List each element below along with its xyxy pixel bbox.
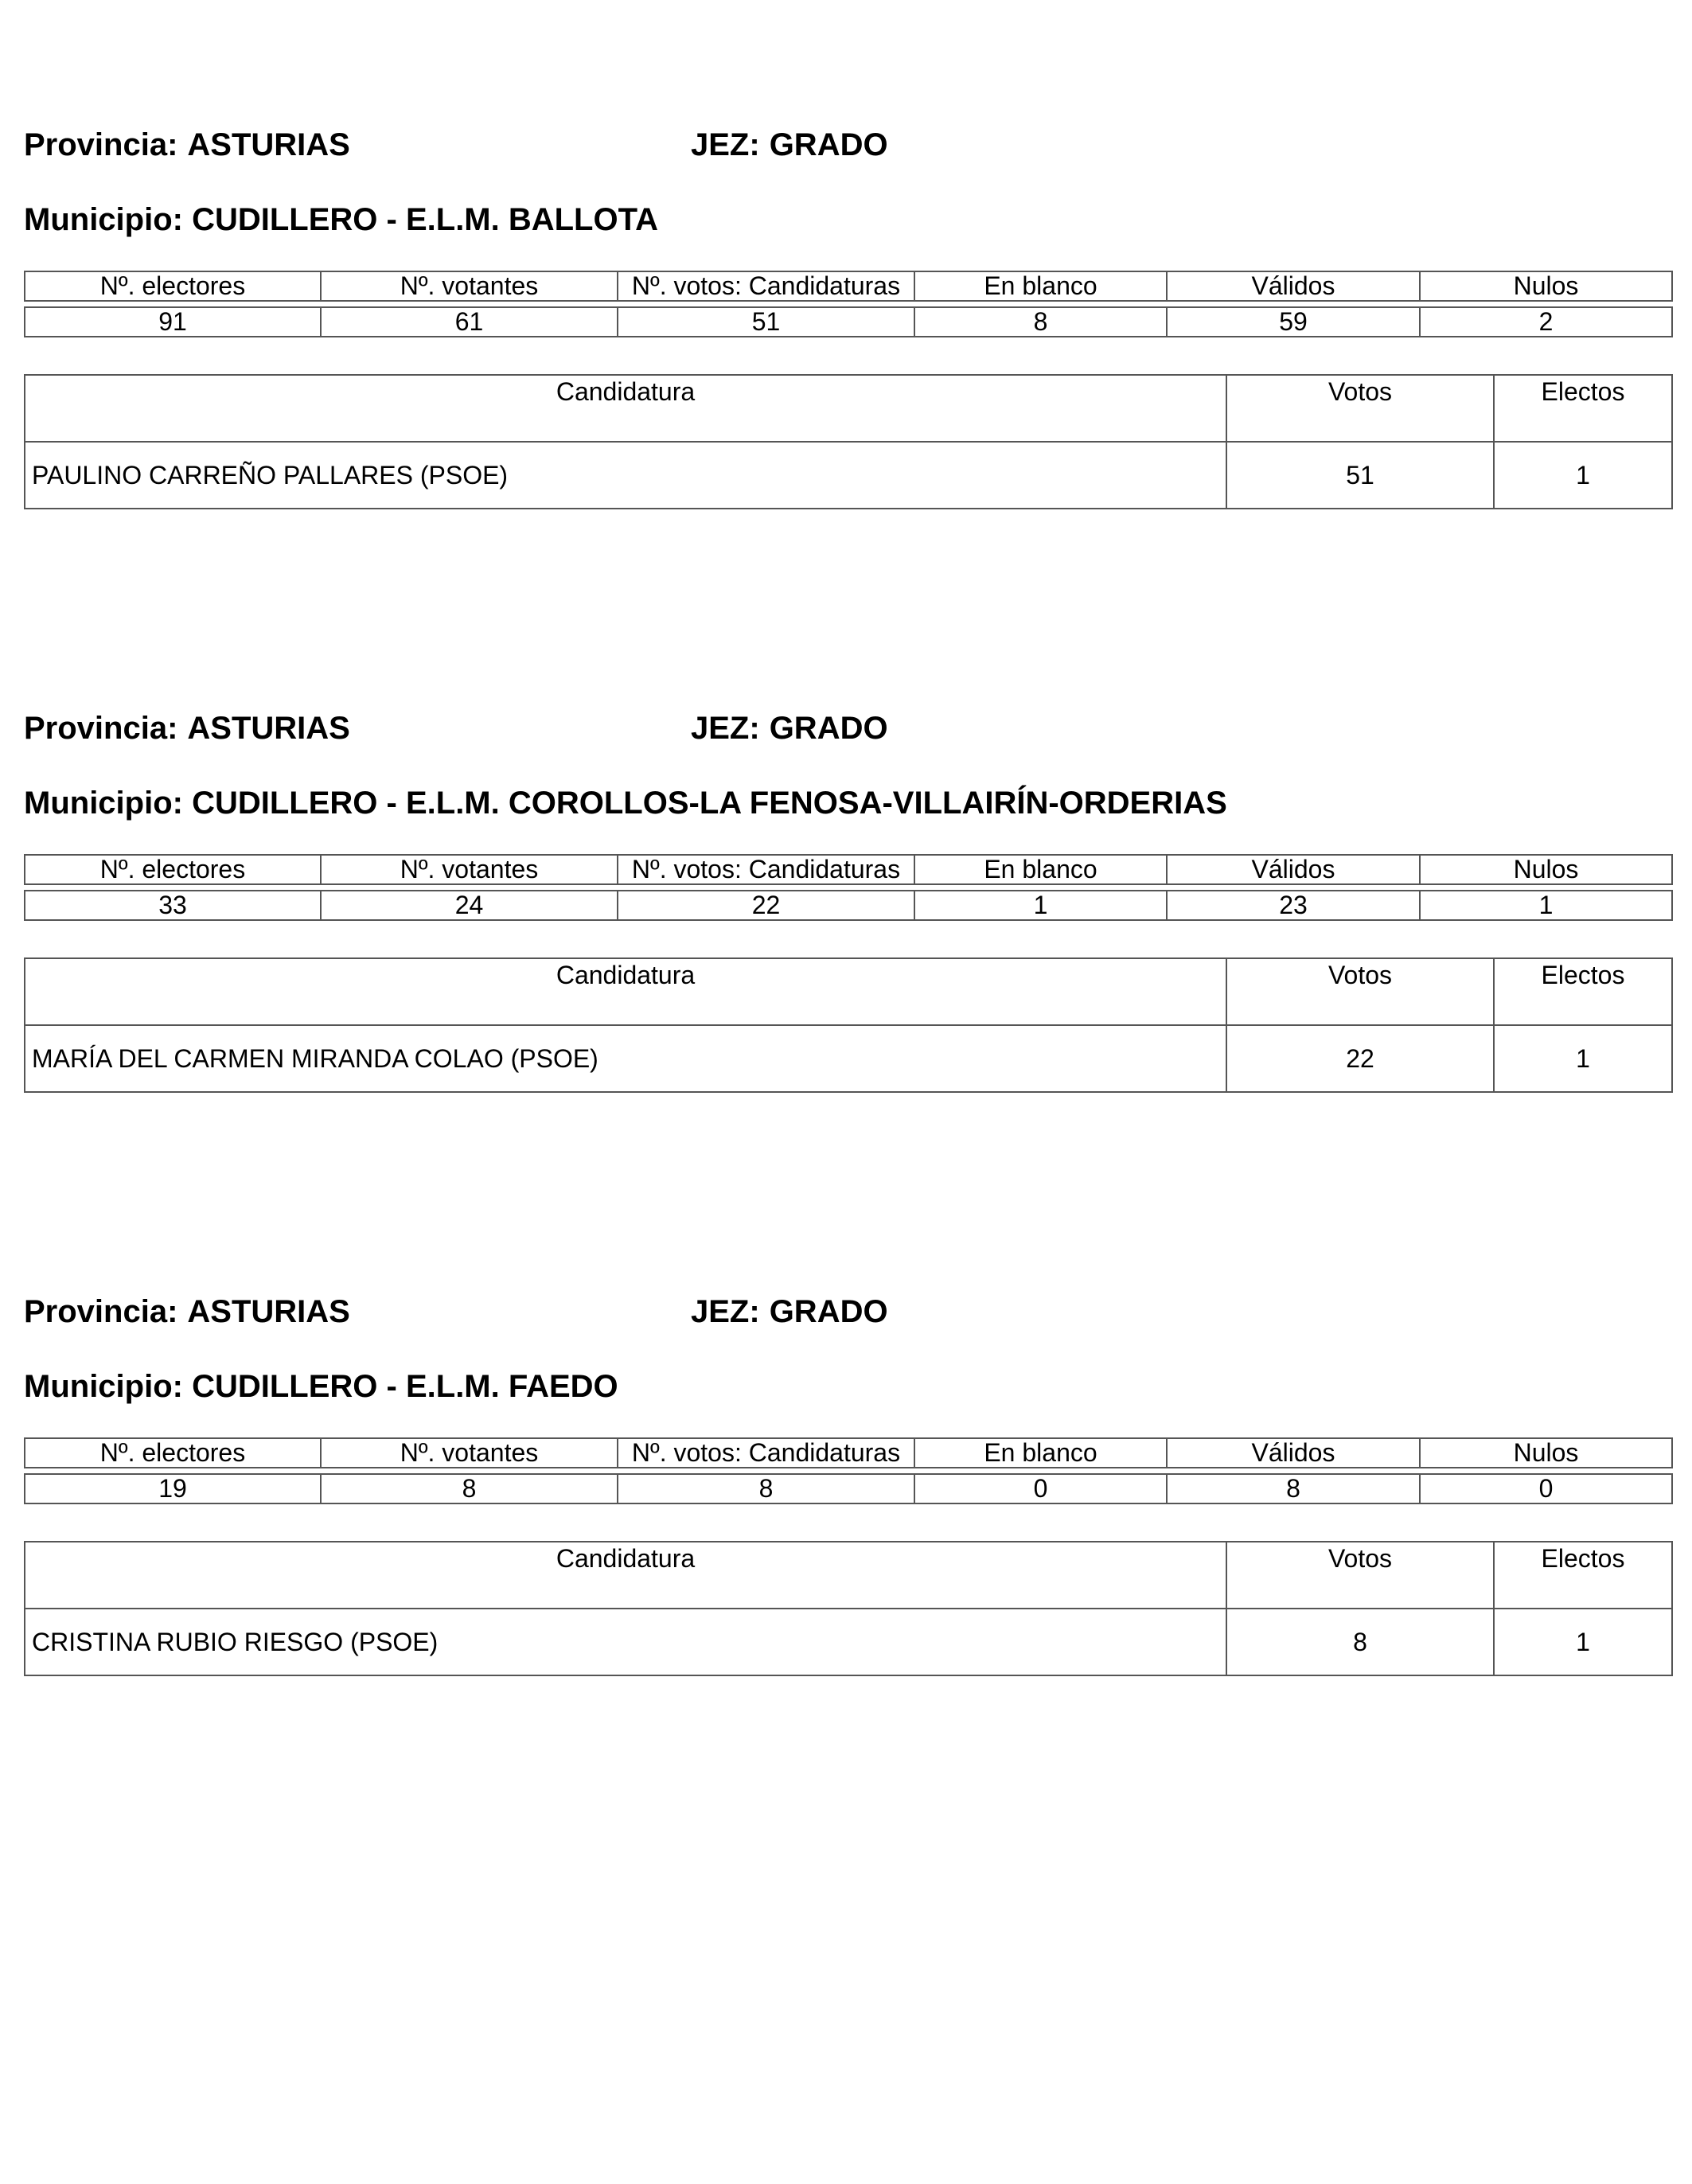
jez-label: JEZ: — [691, 127, 760, 162]
candidate-name: MARÍA DEL CARMEN MIRANDA COLAO (PSOE) — [25, 1025, 1226, 1092]
municipio-heading — [24, 201, 658, 239]
header-electos: Electos — [1494, 1542, 1672, 1609]
stats-value-votos-candidaturas: 22 — [618, 891, 914, 920]
stats-header-validos: Válidos — [1167, 271, 1420, 301]
stats-value-votantes: 24 — [321, 891, 618, 920]
candidate-electos: 1 — [1494, 1609, 1672, 1675]
candidates-table — [24, 374, 1673, 509]
provincia-heading — [24, 1293, 350, 1331]
jez-heading — [691, 126, 888, 164]
municipality-block-ballota — [0, 0, 1692, 489]
candidates-table — [24, 957, 1673, 1093]
table-row — [25, 442, 1672, 509]
stats-header-nulos: Nulos — [1420, 271, 1672, 301]
municipio-label: Municipio: — [24, 786, 183, 821]
stats-table — [24, 271, 1673, 337]
candidate-electos: 1 — [1494, 442, 1672, 509]
candidate-votos: 22 — [1226, 1025, 1494, 1092]
municipio-label: Municipio: — [24, 202, 183, 237]
stats-header-validos: Válidos — [1167, 1438, 1420, 1468]
stats-table — [24, 854, 1673, 921]
table-row — [25, 1025, 1672, 1092]
header-votos: Votos — [1226, 375, 1494, 442]
stats-header-votos-candidaturas: Nº. votos: Candidaturas — [618, 855, 914, 884]
header-candidatura: Candidatura — [25, 1542, 1226, 1609]
stats-header-electores: Nº. electores — [25, 855, 321, 884]
stats-value-validos: 23 — [1167, 891, 1420, 920]
stats-table — [24, 1437, 1673, 1504]
stats-value-votos-candidaturas: 51 — [618, 307, 914, 337]
stats-header-nulos: Nulos — [1420, 855, 1672, 884]
stats-value-validos: 8 — [1167, 1474, 1420, 1503]
municipality-block-corollos — [0, 583, 1692, 1073]
stats-header-row — [25, 271, 1672, 301]
jez-value: GRADO — [769, 127, 888, 162]
municipio-value: CUDILLERO - E.L.M. COROLLOS-LA FENOSA-VILLAIRÍN-ORDERIAS — [192, 786, 1227, 821]
header-votos: Votos — [1226, 958, 1494, 1025]
candidate-votos: 51 — [1226, 442, 1494, 509]
stats-value-votantes: 8 — [321, 1474, 618, 1503]
jez-label: JEZ: — [691, 1294, 760, 1329]
provincia-label: Provincia: — [24, 711, 178, 746]
candidates-header-row — [25, 375, 1672, 442]
stats-value-row — [25, 1474, 1672, 1503]
stats-header-votantes: Nº. votantes — [321, 1438, 618, 1468]
candidates-header-row — [25, 1542, 1672, 1609]
stats-header-votos-candidaturas: Nº. votos: Candidaturas — [618, 1438, 914, 1468]
header-electos: Electos — [1494, 958, 1672, 1025]
stats-value-electores: 91 — [25, 307, 321, 337]
stats-value-row — [25, 891, 1672, 920]
provincia-value: ASTURIAS — [187, 1294, 350, 1329]
stats-header-votos-candidaturas: Nº. votos: Candidaturas — [618, 271, 914, 301]
stats-header-en-blanco: En blanco — [914, 855, 1167, 884]
stats-value-en-blanco: 1 — [914, 891, 1167, 920]
stats-value-nulos: 1 — [1420, 891, 1672, 920]
municipio-value: CUDILLERO - E.L.M. BALLOTA — [192, 202, 658, 237]
candidate-electos: 1 — [1494, 1025, 1672, 1092]
stats-value-nulos: 0 — [1420, 1474, 1672, 1503]
provincia-heading — [24, 126, 350, 164]
header-candidatura: Candidatura — [25, 375, 1226, 442]
stats-value-electores: 33 — [25, 891, 321, 920]
municipio-label: Municipio: — [24, 1369, 183, 1404]
stats-header-electores: Nº. electores — [25, 271, 321, 301]
stats-header-en-blanco: En blanco — [914, 271, 1167, 301]
table-row — [25, 1609, 1672, 1675]
candidates-table — [24, 1541, 1673, 1676]
jez-value: GRADO — [769, 711, 888, 746]
jez-heading — [691, 1293, 888, 1331]
stats-value-electores: 19 — [25, 1474, 321, 1503]
stats-header-row — [25, 1438, 1672, 1468]
stats-value-row — [25, 307, 1672, 337]
jez-value: GRADO — [769, 1294, 888, 1329]
stats-header-votantes: Nº. votantes — [321, 271, 618, 301]
stats-value-en-blanco: 8 — [914, 307, 1167, 337]
stats-header-nulos: Nulos — [1420, 1438, 1672, 1468]
municipio-value: CUDILLERO - E.L.M. FAEDO — [192, 1369, 618, 1404]
candidate-name: PAULINO CARREÑO PALLARES (PSOE) — [25, 442, 1226, 509]
stats-header-en-blanco: En blanco — [914, 1438, 1167, 1468]
stats-value-validos: 59 — [1167, 307, 1420, 337]
jez-heading — [691, 709, 888, 747]
stats-value-votantes: 61 — [321, 307, 618, 337]
candidate-name: CRISTINA RUBIO RIESGO (PSOE) — [25, 1609, 1226, 1675]
provincia-value: ASTURIAS — [187, 711, 350, 746]
municipio-heading — [24, 784, 1227, 822]
header-electos: Electos — [1494, 375, 1672, 442]
stats-value-en-blanco: 0 — [914, 1474, 1167, 1503]
stats-header-electores: Nº. electores — [25, 1438, 321, 1468]
municipio-heading — [24, 1367, 618, 1406]
candidates-header-row — [25, 958, 1672, 1025]
jez-label: JEZ: — [691, 711, 760, 746]
stats-header-row — [25, 855, 1672, 884]
header-votos: Votos — [1226, 1542, 1494, 1609]
stats-value-nulos: 2 — [1420, 307, 1672, 337]
stats-header-validos: Válidos — [1167, 855, 1420, 884]
provincia-label: Provincia: — [24, 127, 178, 162]
candidate-votos: 8 — [1226, 1609, 1494, 1675]
provincia-heading — [24, 709, 350, 747]
stats-value-votos-candidaturas: 8 — [618, 1474, 914, 1503]
stats-header-votantes: Nº. votantes — [321, 855, 618, 884]
provincia-value: ASTURIAS — [187, 127, 350, 162]
header-candidatura: Candidatura — [25, 958, 1226, 1025]
provincia-label: Provincia: — [24, 1294, 178, 1329]
municipality-block-faedo — [0, 1167, 1692, 1656]
